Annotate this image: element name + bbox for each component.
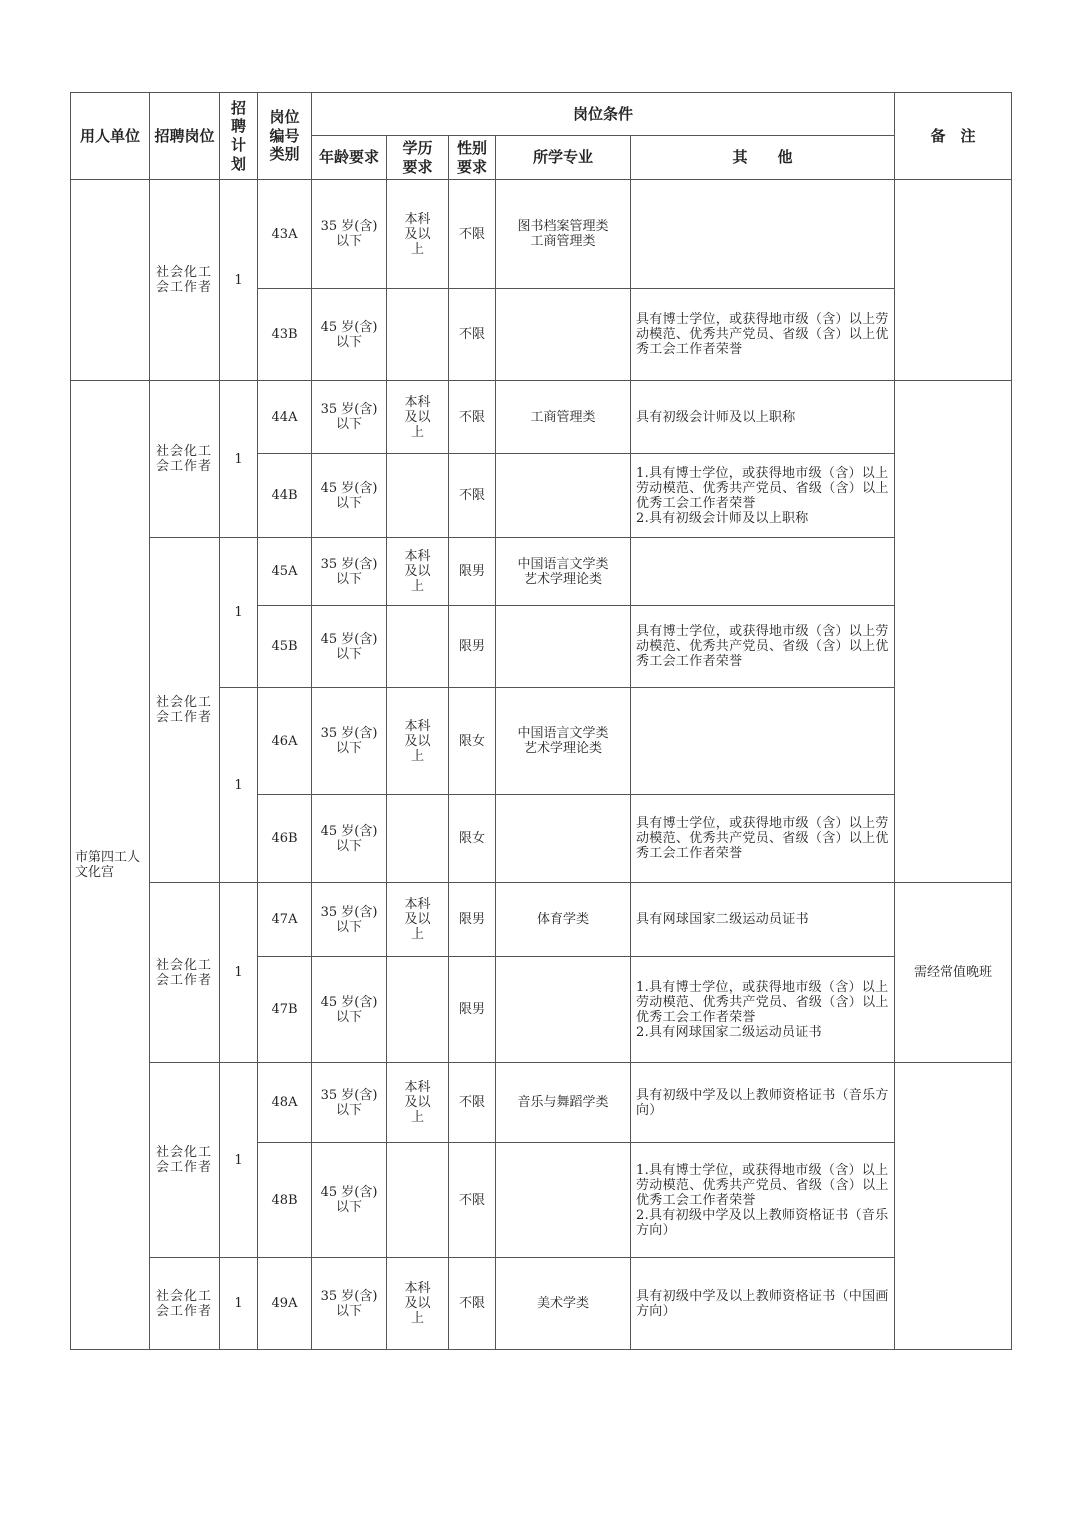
plan-cell: 1 — [220, 180, 258, 381]
major-cell — [496, 1143, 631, 1258]
major-cell: 图书档案管理类 工商管理类 — [496, 180, 631, 289]
major-cell: 中国语言文学类 艺术学理论类 — [496, 688, 631, 795]
major-cell — [496, 289, 631, 381]
age-cell: 45 岁(含)以下 — [312, 1143, 387, 1258]
gender-cell: 不限 — [449, 289, 496, 381]
remark-cell — [895, 1063, 1012, 1350]
gender-cell: 限男 — [449, 883, 496, 957]
other-cell: 具有初级中学及以上教师资格证书（中国画方向） — [631, 1258, 895, 1350]
major-cell — [496, 454, 631, 538]
education-cell: 本科及以上 — [387, 883, 449, 957]
gender-cell: 限男 — [449, 538, 496, 606]
gender-cell: 限男 — [449, 606, 496, 688]
remark-cell: 需经常值晚班 — [895, 883, 1012, 1063]
position-cell: 社会化工会工作者 — [150, 538, 220, 883]
major-cell: 体育学类 — [496, 883, 631, 957]
other-cell: 1.具有博士学位，或获得地市级（含）以上劳动模范、优秀共产党员、省级（含）以上优秀工会工作者荣誉 2.具有网球国家二级运动员证书 — [631, 957, 895, 1063]
header-unit: 用人单位 — [71, 93, 150, 180]
gender-cell: 不限 — [449, 1143, 496, 1258]
other-cell — [631, 538, 895, 606]
age-cell: 35 岁(含)以下 — [312, 1063, 387, 1143]
major-cell: 美术学类 — [496, 1258, 631, 1350]
code-cell: 49A — [258, 1258, 312, 1350]
other-cell — [631, 688, 895, 795]
header-plan: 招聘计划 — [220, 93, 258, 180]
header-position: 招聘岗位 — [150, 93, 220, 180]
age-cell: 35 岁(含)以下 — [312, 688, 387, 795]
education-cell: 本科及以上 — [387, 688, 449, 795]
education-cell — [387, 1143, 449, 1258]
table-row — [71, 1063, 1012, 1143]
age-cell: 45 岁(含)以下 — [312, 454, 387, 538]
header-major: 所学专业 — [496, 136, 631, 180]
table-row — [71, 381, 1012, 454]
other-cell: 具有网球国家二级运动员证书 — [631, 883, 895, 957]
education-cell — [387, 454, 449, 538]
remark-cell — [895, 180, 1012, 381]
code-cell: 45A — [258, 538, 312, 606]
other-cell: 1.具有博士学位，或获得地市级（含）以上劳动模范、优秀共产党员、省级（含）以上优秀工会工作者荣誉 2.具有初级会计师及以上职称 — [631, 454, 895, 538]
gender-cell: 限男 — [449, 957, 496, 1063]
code-cell: 47A — [258, 883, 312, 957]
code-cell: 44B — [258, 454, 312, 538]
major-cell — [496, 957, 631, 1063]
header-age: 年龄要求 — [312, 136, 387, 180]
education-cell: 本科及以上 — [387, 180, 449, 289]
major-cell — [496, 795, 631, 883]
table-row — [71, 180, 1012, 289]
other-cell: 具有初级中学及以上教师资格证书（音乐方向） — [631, 1063, 895, 1143]
code-cell: 44A — [258, 381, 312, 454]
other-cell: 具有博士学位，或获得地市级（含）以上劳动模范、优秀共产党员、省级（含）以上优秀工会工作者荣誉 — [631, 795, 895, 883]
education-cell — [387, 289, 449, 381]
position-cell: 社会化工会工作者 — [150, 1063, 220, 1258]
gender-cell: 不限 — [449, 454, 496, 538]
gender-cell: 不限 — [449, 1063, 496, 1143]
age-cell: 45 岁(含)以下 — [312, 606, 387, 688]
education-cell: 本科及以上 — [387, 381, 449, 454]
plan-cell: 1 — [220, 381, 258, 538]
code-cell: 45B — [258, 606, 312, 688]
header-conditions: 岗位条件 — [312, 93, 895, 136]
major-cell: 中国语言文学类 艺术学理论类 — [496, 538, 631, 606]
plan-cell: 1 — [220, 538, 258, 688]
age-cell: 35 岁(含)以下 — [312, 883, 387, 957]
table-row — [71, 1258, 1012, 1350]
education-cell: 本科及以上 — [387, 1063, 449, 1143]
gender-cell: 限女 — [449, 688, 496, 795]
age-cell: 45 岁(含)以下 — [312, 289, 387, 381]
header-other: 其 他 — [631, 136, 895, 180]
position-cell: 社会化工会工作者 — [150, 180, 220, 381]
other-cell: 具有博士学位，或获得地市级（含）以上劳动模范、优秀共产党员、省级（含）以上优秀工会工作者荣誉 — [631, 606, 895, 688]
age-cell: 35 岁(含)以下 — [312, 538, 387, 606]
header-code: 岗位编号类别 — [258, 93, 312, 180]
other-cell: 1.具有博士学位，或获得地市级（含）以上劳动模范、优秀共产党员、省级（含）以上优秀工会工作者荣誉 2.具有初级中学及以上教师资格证书（音乐方向） — [631, 1143, 895, 1258]
plan-cell: 1 — [220, 1258, 258, 1350]
plan-cell: 1 — [220, 688, 258, 883]
gender-cell: 限女 — [449, 795, 496, 883]
header-row-1 — [71, 93, 1012, 136]
age-cell: 45 岁(含)以下 — [312, 795, 387, 883]
gender-cell: 不限 — [449, 1258, 496, 1350]
unit-cell: 市第四工人文化宫 — [71, 381, 150, 1350]
code-cell: 46A — [258, 688, 312, 795]
code-cell: 48A — [258, 1063, 312, 1143]
major-cell — [496, 606, 631, 688]
education-cell — [387, 606, 449, 688]
major-cell: 工商管理类 — [496, 381, 631, 454]
header-gender: 性别要求 — [449, 136, 496, 180]
education-cell: 本科及以上 — [387, 538, 449, 606]
education-cell: 本科及以上 — [387, 1258, 449, 1350]
header-remark: 备 注 — [895, 93, 1012, 180]
code-cell: 46B — [258, 795, 312, 883]
header-education: 学历要求 — [387, 136, 449, 180]
age-cell: 35 岁(含)以下 — [312, 381, 387, 454]
position-cell: 社会化工会工作者 — [150, 883, 220, 1063]
position-cell: 社会化工会工作者 — [150, 381, 220, 538]
gender-cell: 不限 — [449, 381, 496, 454]
age-cell: 35 岁(含)以下 — [312, 180, 387, 289]
other-cell — [631, 180, 895, 289]
code-cell: 43B — [258, 289, 312, 381]
unit-cell — [71, 180, 150, 381]
other-cell: 具有初级会计师及以上职称 — [631, 381, 895, 454]
code-cell: 43A — [258, 180, 312, 289]
plan-cell: 1 — [220, 1063, 258, 1258]
age-cell: 35 岁(含)以下 — [312, 1258, 387, 1350]
code-cell: 48B — [258, 1143, 312, 1258]
major-cell: 音乐与舞蹈学类 — [496, 1063, 631, 1143]
other-cell: 具有博士学位，或获得地市级（含）以上劳动模范、优秀共产党员、省级（含）以上优秀工会工作者荣誉 — [631, 289, 895, 381]
recruitment-table — [70, 92, 1012, 1350]
table-row — [71, 538, 1012, 606]
plan-cell: 1 — [220, 883, 258, 1063]
education-cell — [387, 795, 449, 883]
remark-cell — [895, 381, 1012, 883]
table-row — [71, 883, 1012, 957]
age-cell: 45 岁(含)以下 — [312, 957, 387, 1063]
code-cell: 47B — [258, 957, 312, 1063]
position-cell: 社会化工会工作者 — [150, 1258, 220, 1350]
gender-cell: 不限 — [449, 180, 496, 289]
education-cell — [387, 957, 449, 1063]
